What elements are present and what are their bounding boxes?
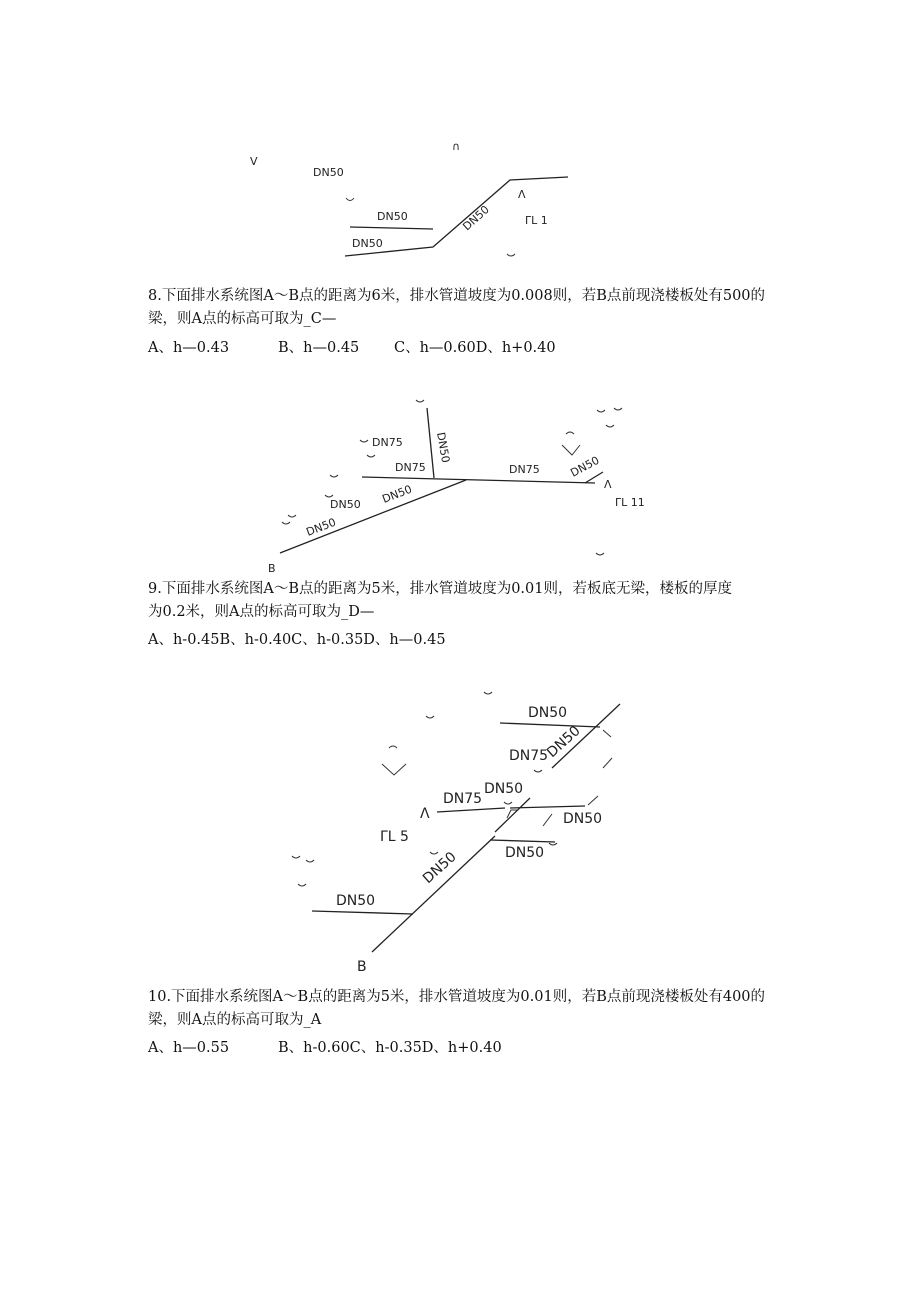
- point-a: Λ: [518, 188, 526, 201]
- label-dn50-mid: DN50: [377, 210, 408, 223]
- question-number: 9: [148, 581, 158, 597]
- label-dn50-top: DN50: [313, 166, 344, 179]
- figure-1-drainage-diagram: [0, 130, 920, 270]
- figure-2-drainage-diagram: [0, 390, 920, 580]
- pipe-dn50-left: [312, 911, 413, 914]
- label-dn50-left: DN50: [336, 893, 376, 909]
- mark-n: ∩: [452, 140, 461, 153]
- label-dn75-b: DN75: [395, 461, 426, 474]
- pipe-horizontal: [362, 477, 595, 483]
- pipe-vertical: [427, 408, 434, 478]
- pipe-dn50-top: [500, 723, 600, 727]
- question-10: [148, 986, 788, 1032]
- question-text-line1: .下面排水系统图A～B点的距离为6米，排水管道坡度为0.008则，若B点前现浇楼板处有500的: [157, 288, 766, 304]
- question-8: [148, 285, 788, 331]
- question-text-line2: 梁，则A点的标高可取为_A: [148, 1012, 322, 1028]
- label-dn50-center: DN50: [484, 781, 524, 797]
- question-number: 8: [148, 288, 158, 304]
- question-text-line1: .下面排水系统图A～B点的距离为5米，排水管道坡度为0.01则，若板底无梁，楼板的厚度: [157, 581, 732, 597]
- label-dn50-diag: DN50: [380, 482, 414, 506]
- options-line: A、h-0.45B、h-0.40C、h-0.35D、h—0.45: [148, 632, 446, 648]
- question-number: 10: [148, 989, 167, 1005]
- riser-label: ΓL 11: [615, 496, 645, 509]
- label-dn75-left: DN75: [443, 791, 483, 807]
- option-b: B、h—0.45: [278, 340, 360, 356]
- pipe-branch-a: [585, 472, 603, 483]
- question-text-line2: 梁，则A点的标高可取为_C—: [148, 311, 337, 327]
- option-bcd: B、h-0.60C、h-0.35D、h+0.40: [278, 1040, 502, 1056]
- label-dn50-lower-right: DN50: [505, 845, 545, 861]
- point-b: B: [357, 959, 367, 975]
- label-dn50-diag-top: DN50: [543, 722, 584, 761]
- pipe-dn50-mid: [350, 227, 433, 229]
- label-dn75-a: DN75: [372, 436, 403, 449]
- pipe-diag-main: [372, 836, 495, 952]
- pipe-dn75-left: [437, 808, 505, 812]
- pipe-center: [495, 798, 530, 832]
- mark-v: V: [250, 155, 258, 168]
- option-cd: C、h—0.60D、h+0.40: [394, 340, 556, 356]
- pipe-lower-right: [490, 840, 555, 842]
- question-text-line1: .下面排水系统图A～B点的距离为5米，排水管道坡度为0.01则，若B点前现浇楼板处有400的: [166, 989, 766, 1005]
- pipe-diag-main: [280, 480, 466, 553]
- riser-label: ΓL 1: [525, 214, 548, 227]
- option-a: A、h—0.55: [148, 1040, 230, 1056]
- label-dn75-mid: DN75: [509, 748, 549, 764]
- point-a: Λ: [420, 806, 430, 822]
- label-dn50-low: DN50: [352, 237, 383, 250]
- option-a: A、h—0.43: [148, 340, 230, 356]
- question-9: [148, 578, 788, 624]
- label-dn75-c: DN75: [509, 463, 540, 476]
- point-b: B: [268, 562, 276, 575]
- label-dn50-right: DN50: [563, 811, 603, 827]
- label-dn50-lower: DN50: [330, 498, 361, 511]
- label-dn50-diag-main: DN50: [419, 848, 460, 887]
- label-dn50-bottom: DN50: [304, 515, 338, 539]
- figure-3-drainage-diagram: [0, 680, 920, 980]
- label-dn50-short: DN50: [568, 453, 602, 480]
- riser-label: ΓL 5: [380, 829, 409, 845]
- label-dn50-vertical: DN50: [434, 431, 453, 464]
- label-dn50-diag: DN50: [460, 203, 492, 234]
- question-text-line2: 为0.2米，则A点的标高可取为_D—: [148, 604, 375, 620]
- label-dn50-top: DN50: [528, 705, 568, 721]
- point-a: Λ: [604, 478, 612, 491]
